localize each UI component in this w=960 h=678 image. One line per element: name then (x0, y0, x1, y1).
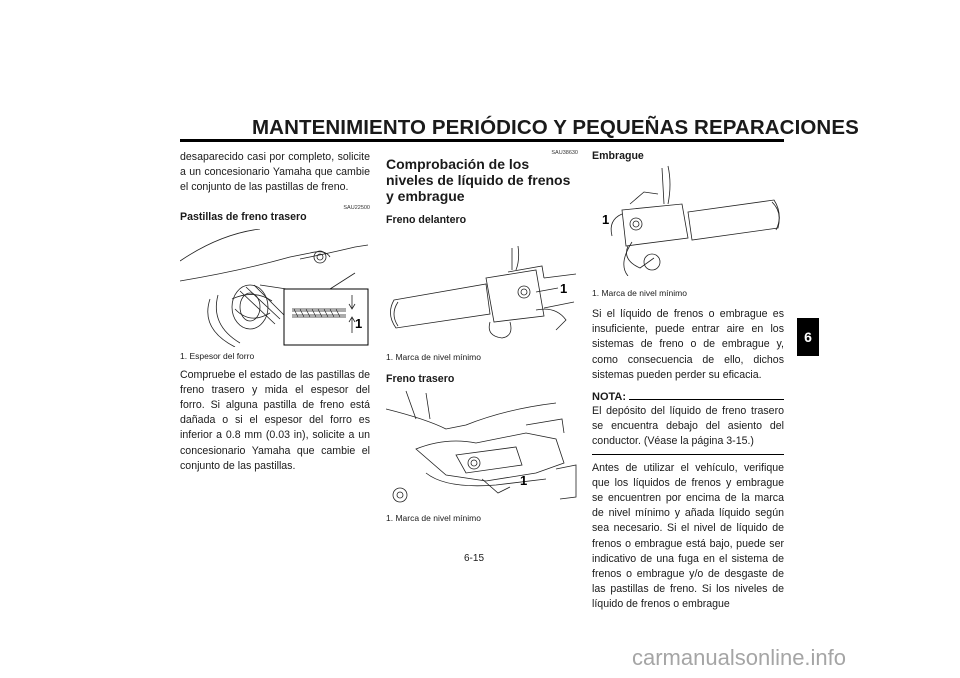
chapter-tab[interactable]: 6 (797, 318, 819, 356)
note-text: El depósito del líquido de freno trasero se encuentra debajo del asiento del conductor. (Véase la página 3-15.) (592, 405, 784, 448)
column-1 (180, 150, 370, 474)
note-header (592, 391, 784, 403)
callout-number: 1 (560, 281, 568, 296)
front-brake-heading: Freno delantero (386, 214, 467, 226)
callout-number: 1 (520, 473, 528, 488)
clutch-caption: 1. Marca de nivel mínimo (592, 288, 687, 298)
front-brake-caption: 1. Marca de nivel mínimo (386, 352, 481, 362)
note-label: NOTA: (592, 391, 627, 404)
note-rule (629, 399, 784, 400)
rear-brake-caption: 1. Marca de nivel mínimo (386, 513, 481, 523)
callout-number: 1 (355, 315, 363, 331)
section-code: SAU38630 (551, 150, 578, 156)
column-2 (386, 150, 578, 524)
rear-brake-illustration (386, 389, 578, 507)
rear-brake-heading: Freno trasero (386, 373, 455, 385)
clutch-illustration (592, 164, 784, 276)
section-heading: Comprobación de los niveles de líquido de frenos y embrague (386, 156, 571, 204)
clutch-heading: Embrague (592, 150, 644, 162)
page-title: MANTENIMIENTO PERIÓDICO Y PEQUEÑAS REPARACIONES (252, 116, 859, 139)
intro-paragraph: desaparecido casi por completo, solicite a un concesionario Yamaha que cambie el conjunto de las pastillas de freno. (180, 151, 370, 194)
check-levels-paragraph: Antes de utilizar el vehículo, verifique que los líquidos de frenos y embrague se encuentren por encima de la marca de nivel mínimo y añada líquido según sea necesario. Si el nivel de líquido de frenos o embrague está bajo, puede ser indicativo de una fuga en el sistema de frenos o embrague y/o de desgaste de las pastillas de freno. Si los niveles de líquido de frenos o embrague (592, 461, 784, 611)
rear-pads-paragraph: Compruebe el estado de las pastillas de freno trasero y mida el espesor del forro. Si alguna pastilla de freno está dañada o si el espesor del forro es inferior a 0.8 mm (0.03 in), solicite a un concesionario Yamaha que cambie el conjunto de las pastillas. (180, 368, 370, 472)
figure-caption: 1. Espesor del forro (180, 350, 255, 361)
front-brake-illustration (386, 230, 578, 340)
insufficient-fluid-paragraph: Si el líquido de frenos o embrague es insuficiente, puede entrar aire en los sistemas de freno o de embrague y, como consecuencia de ello, dichos sistemas pueden perder su eficacia. (592, 308, 784, 381)
header-rule (180, 139, 784, 142)
note-end-rule (592, 454, 784, 455)
column-3 (592, 150, 784, 613)
section-code: SAU22500 (343, 204, 370, 211)
page-number: 6-15 (464, 553, 485, 564)
watermark: carmanualsonline.info (632, 645, 847, 670)
rear-pads-heading: Pastillas de freno trasero (180, 210, 307, 223)
callout-number: 1 (602, 212, 610, 227)
rear-pads-illustration (180, 229, 370, 347)
